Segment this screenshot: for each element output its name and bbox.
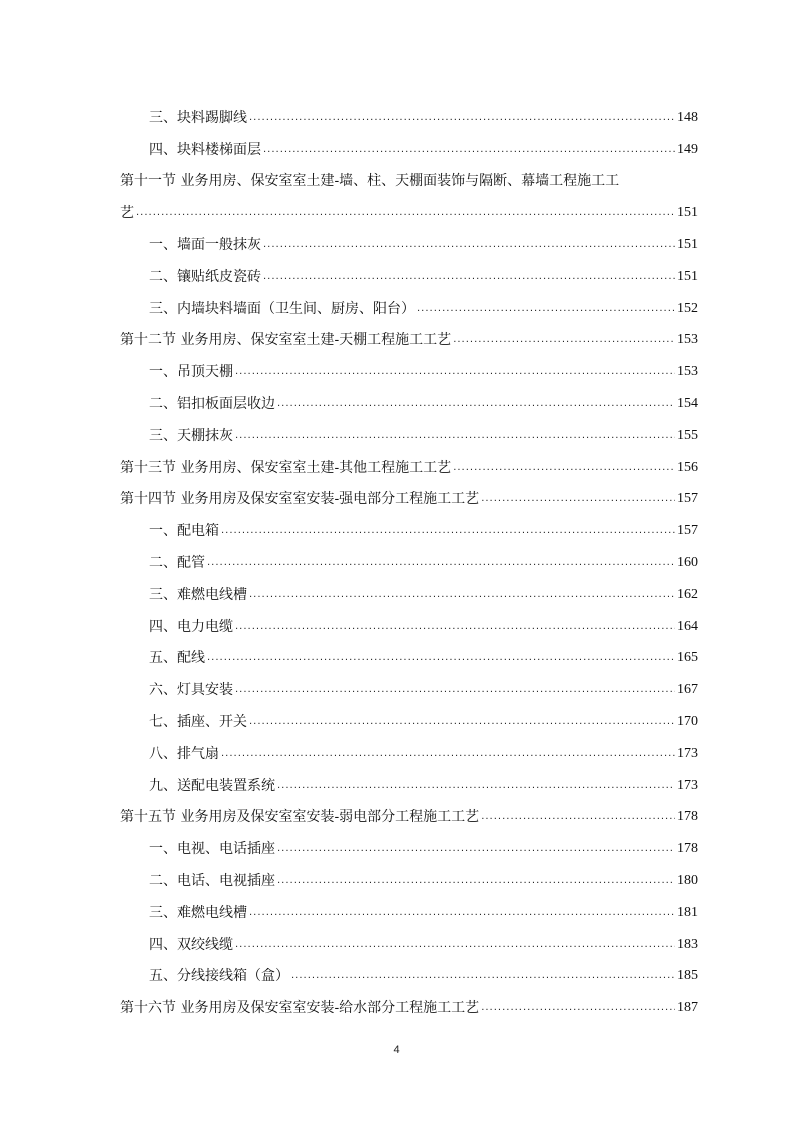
page-number: 4	[393, 1044, 400, 1056]
toc-leader-dots	[417, 300, 675, 318]
toc-entry[interactable]	[120, 222, 698, 254]
toc-leader-dots	[481, 999, 675, 1017]
toc-leader-dots	[277, 872, 675, 890]
toc-entry[interactable]	[120, 985, 698, 1017]
toc-entry-label: 七、插座、开关	[149, 713, 247, 730]
toc-leader-dots	[207, 649, 675, 667]
toc-entry-page: 173	[677, 777, 698, 793]
toc-entry[interactable]	[120, 922, 698, 954]
toc-leader-dots	[221, 745, 675, 763]
toc-leader-dots	[453, 331, 675, 349]
toc-entry-label: 二、铝扣板面层收边	[149, 395, 275, 412]
toc-entry-label: 一、电视、电话插座	[149, 841, 275, 858]
toc-entry-page: 162	[677, 586, 698, 602]
toc-leader-dots	[481, 490, 675, 508]
toc-entry-page: 164	[677, 618, 698, 634]
toc-leader-dots	[207, 554, 675, 572]
toc-entry-page: 165	[677, 650, 698, 666]
toc-entry-label: 第十三节 业务用房、保安室室土建-其他工程施工工艺	[120, 459, 452, 476]
toc-entry[interactable]	[120, 349, 698, 381]
toc-entry-page: 149	[677, 141, 698, 157]
toc-entry-label: 四、双绞线缆	[149, 936, 233, 953]
toc-entry-label: 二、配管	[149, 554, 205, 571]
toc-entry-page: 167	[677, 682, 698, 698]
toc-entry-label: 三、难燃电线槽	[149, 586, 247, 603]
toc-entry-page: 151	[677, 205, 698, 221]
toc-entry-label: 三、难燃电线槽	[149, 904, 247, 921]
toc-entry[interactable]	[120, 667, 698, 699]
toc-entry-page: 154	[677, 395, 698, 411]
toc-entry[interactable]	[120, 254, 698, 286]
toc-entry-label: 五、配线	[149, 650, 205, 667]
toc-entry[interactable]	[120, 636, 698, 668]
toc-entry[interactable]	[120, 508, 698, 540]
toc-entry[interactable]	[120, 477, 698, 509]
toc-entry-label: 二、电话、电视插座	[149, 872, 275, 889]
toc-leader-dots	[263, 236, 675, 254]
toc-entry[interactable]	[120, 826, 698, 858]
toc-entry-page: 185	[677, 968, 698, 984]
toc-entry-page: 153	[677, 364, 698, 380]
toc-leader-dots	[221, 522, 675, 540]
toc-leader-dots	[235, 681, 675, 699]
toc-leader-dots	[453, 459, 675, 477]
toc-entry[interactable]	[120, 159, 698, 223]
toc-entry-page: 180	[677, 872, 698, 888]
toc-entry[interactable]	[120, 890, 698, 922]
toc-entry-page: 170	[677, 713, 698, 729]
toc-entry-label: 第十六节 业务用房及保安室室安装-给水部分工程施工工艺	[120, 1000, 480, 1017]
toc-entry-label: 第十五节 业务用房及保安室室安装-弱电部分工程施工工艺	[120, 809, 480, 826]
toc-leader-dots	[277, 777, 675, 795]
toc-leader-dots	[235, 363, 675, 381]
toc-entry-label: 六、灯具安装	[149, 682, 233, 699]
toc-entry-label: 八、排气扇	[149, 745, 219, 762]
toc-leader-dots	[249, 109, 675, 127]
toc-entry-label: 三、内墙块料墙面（卫生间、厨房、阳台）	[149, 300, 415, 317]
toc-entry-label: 第十二节 业务用房、保安室室土建-天棚工程施工工艺	[120, 332, 452, 349]
toc-entry[interactable]	[120, 381, 698, 413]
toc-entry-page: 156	[677, 459, 698, 475]
toc-leader-dots	[277, 395, 675, 413]
toc-entry-page: 178	[677, 841, 698, 857]
toc-entry[interactable]	[120, 318, 698, 350]
toc-entry[interactable]	[120, 413, 698, 445]
toc-entry-page: 160	[677, 554, 698, 570]
toc-entry-page: 183	[677, 936, 698, 952]
toc-leader-dots	[249, 904, 675, 922]
toc-entry[interactable]	[120, 699, 698, 731]
toc-leader-dots	[249, 586, 675, 604]
toc-entry-label: 第十一节 业务用房、保安室室土建-墙、柱、天棚面装饰与隔断、幕墙工程施工工	[120, 173, 620, 190]
toc-entry[interactable]	[120, 127, 698, 159]
toc-entry-label: 二、镶贴纸皮瓷砖	[149, 268, 261, 285]
toc-entry-label: 三、块料踢脚线	[149, 109, 247, 126]
toc-entry-label-continued: 艺	[120, 205, 134, 222]
toc-entry-page: 151	[677, 236, 698, 252]
toc-entry-label: 三、天棚抹灰	[149, 427, 233, 444]
toc-entry-label: 四、块料楼梯面层	[149, 141, 261, 158]
toc-entry[interactable]	[120, 286, 698, 318]
toc-entry[interactable]	[120, 954, 698, 986]
toc-entry[interactable]	[120, 731, 698, 763]
toc-leader-dots	[263, 268, 675, 286]
toc-leader-dots	[481, 808, 675, 826]
toc-entry[interactable]	[120, 95, 698, 127]
toc-entry-page: 148	[677, 109, 698, 125]
toc-leader-dots	[235, 936, 675, 954]
toc-entry-page: 178	[677, 809, 698, 825]
toc-entry-page: 155	[677, 427, 698, 443]
toc-entry[interactable]	[120, 572, 698, 604]
toc-leader-dots	[249, 713, 675, 731]
toc-entry-label: 九、送配电装置系统	[149, 777, 275, 794]
toc-entry-label: 一、墙面一般抹灰	[149, 236, 261, 253]
toc-entry-page: 181	[677, 904, 698, 920]
toc-entry[interactable]	[120, 763, 698, 795]
toc-entry-page: 173	[677, 745, 698, 761]
toc-entry[interactable]	[120, 858, 698, 890]
toc-entry[interactable]	[120, 604, 698, 636]
toc-entry-label: 四、电力电缆	[149, 618, 233, 635]
toc-entry[interactable]	[120, 445, 698, 477]
toc-entry-label: 五、分线接线箱（盒）	[149, 968, 289, 985]
toc-entry-page: 151	[677, 268, 698, 284]
toc-entry-label: 第十四节 业务用房及保安室室安装-强电部分工程施工工艺	[120, 491, 480, 508]
toc-leader-dots	[277, 840, 675, 858]
toc-entry[interactable]	[120, 540, 698, 572]
toc-entry-page: 157	[677, 491, 698, 507]
toc-entry-page: 187	[677, 1000, 698, 1016]
toc-leader-dots	[263, 141, 675, 159]
table-of-contents	[120, 95, 698, 1017]
toc-leader-dots	[291, 967, 675, 985]
toc-leader-dots	[235, 427, 675, 445]
toc-entry-page: 157	[677, 523, 698, 539]
toc-entry-page: 153	[677, 332, 698, 348]
toc-entry-label: 一、吊顶天棚	[149, 364, 233, 381]
toc-entry[interactable]	[120, 795, 698, 827]
toc-leader-dots	[235, 618, 675, 636]
toc-leader-dots	[136, 204, 675, 222]
toc-entry-page: 152	[677, 300, 698, 316]
toc-entry-label: 一、配电箱	[149, 523, 219, 540]
